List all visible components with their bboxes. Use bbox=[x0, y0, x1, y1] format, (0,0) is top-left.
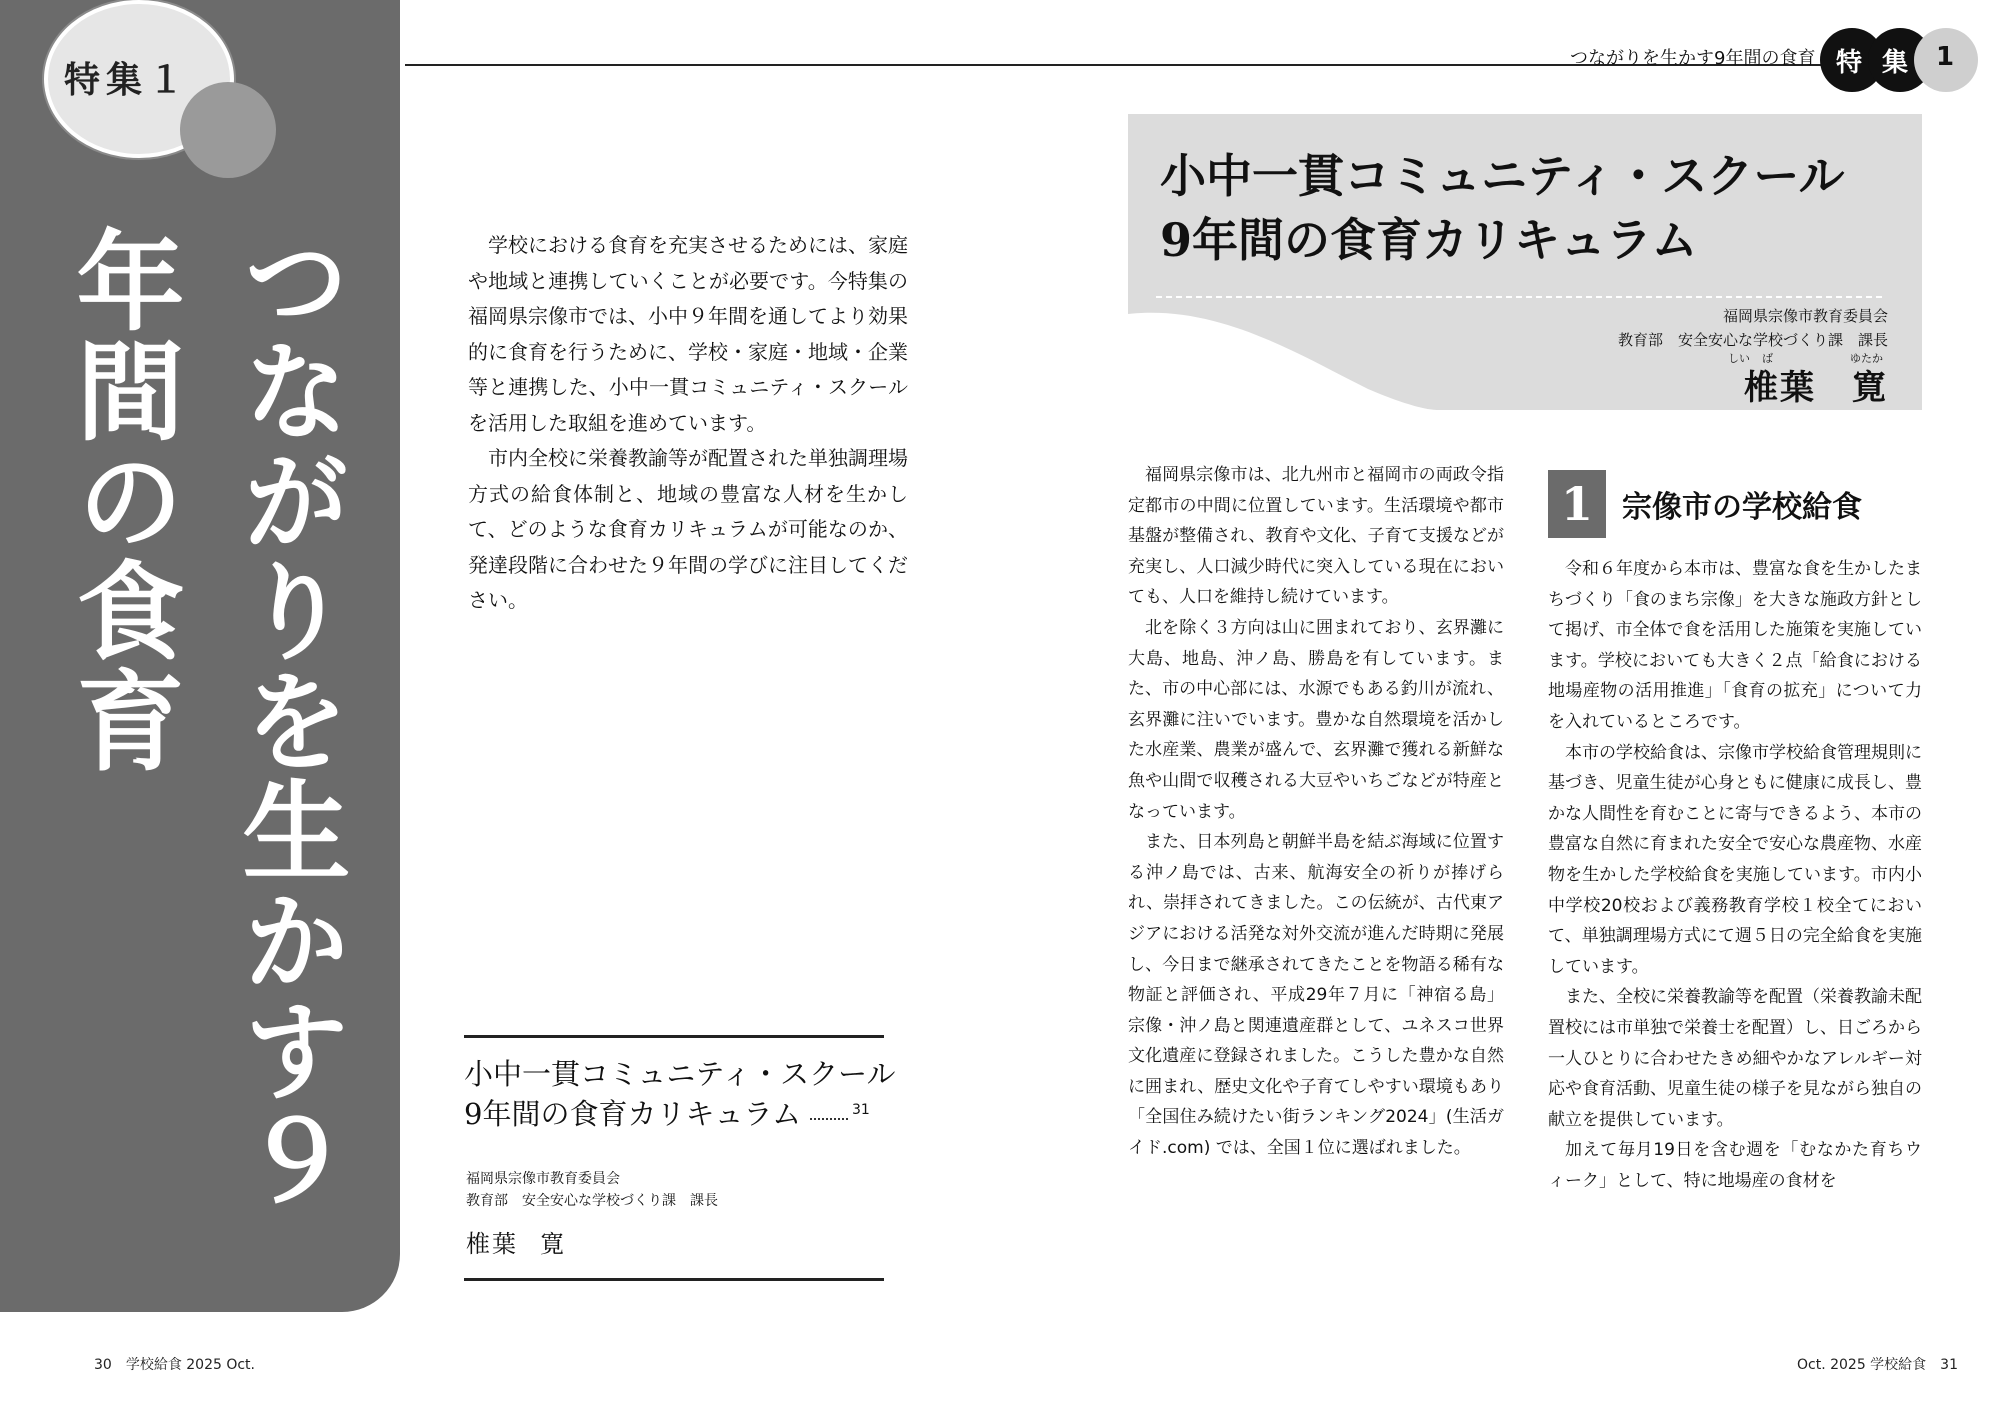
article-paragraph: 加えて毎月19日を含む週を「むなかた育ちウィーク」として、特に地場産の食材を bbox=[1548, 1140, 1922, 1191]
article-paragraph: また、全校に栄養教諭等を配置（栄養教諭未配置校には市単独で栄養士を配置）し、日ごろから一人ひとりに合わせたきめ細やかなアレルギー対応や食育活動、児童生徒の様子を見ながら独自の献立を提供しています。 bbox=[1548, 987, 1922, 1130]
contents-title-line: 9年間の食育カリキュラム bbox=[464, 1097, 802, 1131]
article-paragraph: 福岡県宗像市は、北九州市と福岡市の両政令指定都市の中間に位置しています。生活環境や都市基盤が整備され、教育や文化、子育て支援などが充実し、人口減少時代に突入している現在においても、人口を維持し続けています。 bbox=[1128, 465, 1504, 608]
contents-author-org bbox=[466, 1168, 718, 1212]
contents-author-given-name: 寛 bbox=[540, 1230, 564, 1258]
contents-leader-dots bbox=[810, 1116, 848, 1120]
feature-badge-dot bbox=[180, 82, 276, 178]
feature-vertical-title: つながりを生かす９年間の食育 bbox=[58, 225, 350, 1215]
page-footer-right: Oct. 2025 学校給食 31 bbox=[1797, 1357, 1958, 1373]
contents-org-line: 福岡県宗像市教育委員会 bbox=[466, 1171, 620, 1187]
running-title: つながりを生かす9年間の食育 bbox=[1570, 48, 1816, 69]
ruby-text: ゆたか bbox=[1850, 352, 1883, 365]
article-paragraph: 令和６年度から本市は、豊富な食を生かしたまちづくり「食のまち宗像」を大きな施政方針として掲げ、市全体で食を活用した施策を実施しています。学校においても大きく２点「給食における地場産物の活用推進」「食育の拡充」について力を入れているところです。 bbox=[1548, 559, 1922, 732]
article-column-b bbox=[1548, 554, 1922, 1196]
header-feature-badge bbox=[1820, 28, 1966, 92]
contents-page-number: 31 bbox=[852, 1102, 870, 1118]
author-org-line: 教育部 安全安心な学校づくり課 課長 bbox=[1617, 331, 1888, 349]
contents-title bbox=[464, 1054, 896, 1134]
section-heading bbox=[1548, 470, 1920, 538]
article-title-line: 9年間の食育カリキュラム bbox=[1160, 213, 1698, 267]
contents-title-line: 小中一貫コミュニティ・スクール bbox=[464, 1057, 896, 1091]
article-title-line: 小中一貫コミュニティ・スクール bbox=[1160, 149, 1845, 203]
author-org-line: 福岡県宗像市教育委員会 bbox=[1722, 307, 1888, 325]
feature-badge-label: 特集１ bbox=[64, 60, 191, 101]
section-title: 宗像市の学校給食 bbox=[1622, 490, 1862, 525]
title-dashed-rule bbox=[1156, 296, 1882, 298]
article-column-a bbox=[1128, 460, 1504, 1164]
ruby-text: しい bbox=[1728, 352, 1750, 365]
intro-text bbox=[468, 228, 908, 619]
header-badge-char-1: 特 bbox=[1836, 48, 1863, 78]
article-author-org bbox=[1618, 304, 1888, 352]
contents-org-line: 教育部 安全安心な学校づくり課 課長 bbox=[466, 1193, 718, 1209]
page-footer-left: 30 学校給食 2025 Oct. bbox=[94, 1357, 255, 1373]
section-number: 1 bbox=[1548, 470, 1606, 538]
article-paragraph: 北を除く３方向は山に囲まれており、玄界灘に大島、地島、沖ノ島、勝島を有しています。また、市の中心部には、水源でもある釣川が流れ、玄界灘に注いでいます。豊かな自然環境を活かした水産業、農業が盛んで、玄界灘で獲れる新鮮な魚や山間で収穫される大豆やいちごなどが特産となっています。 bbox=[1128, 617, 1504, 822]
header-badge-number: 1 bbox=[1936, 42, 1955, 72]
intro-paragraph: 市内全校に栄養教諭等が配置された単独調理場方式の給食体制と、地域の豊富な人材を生かして、どのような食育カリキュラムが可能なのか、発達段階に合わせた９年間の学びに注目してください。 bbox=[468, 446, 908, 612]
article-paragraph: また、日本列島と朝鮮半島を結ぶ海域に位置する沖ノ島では、古来、航海安全の祈りが捧げられ、崇拝されてきました。この伝統が、古代東アジアにおける活発な対外交流が進んだ時期に発展し、今日まで継承されてきたことを物語る稀有な物証と評価され、平成29年７月に「神宿る島」宗像・沖ノ島と関連遺産群として、ユネスコ世界文化遺産に登録されました。こうした豊かな自然に囲まれ、歴史文化や子育てしやすい環境もあり「全国住み続けたい街ランキング2024」(生活ガイド.com) では、全国１位に選ばれました。 bbox=[1128, 832, 1504, 1159]
ruby-text: ば bbox=[1762, 352, 1773, 365]
contents-author-family-name: 椎葉 bbox=[466, 1230, 518, 1258]
intro-paragraph: 学校における食育を充実させるためには、家庭や地域と連携していくことが必要です。今特集の福岡県宗像市では、小中９年間を通してより効果的に食育を行うために、学校・家庭・地域・企業等と連携した、小中一貫コミュニティ・スクールを活用した取組を進めています。 bbox=[468, 233, 908, 435]
article-author-name: 椎葉 寛 bbox=[1744, 368, 1888, 408]
article-title-box bbox=[1128, 114, 1922, 410]
article-title bbox=[1160, 144, 1844, 272]
article-paragraph: 本市の学校給食は、宗像市学校給食管理規則に基づき、児童生徒が心身ともに健康に成長し、豊かな人間性を育むことに寄与できるよう、本市の豊富な自然に育まれた安全で安心な農産物、水産物を生かした学校給食を実施しています。市内小中学校20校および義務教育学校１校全てにおいて、単独調理場方式にて週５日の完全給食を実施しています。 bbox=[1548, 742, 1922, 977]
contents-box bbox=[464, 1035, 896, 1281]
header-badge-char-2: 集 bbox=[1882, 48, 1909, 78]
